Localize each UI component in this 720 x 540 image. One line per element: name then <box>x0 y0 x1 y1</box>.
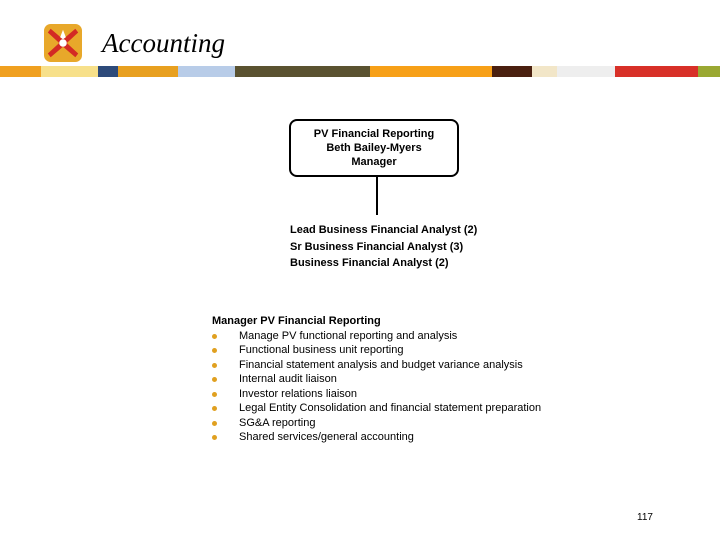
list-item-label: Functional business unit reporting <box>239 344 404 356</box>
list-item <box>212 329 541 344</box>
color-bar-segment <box>370 66 492 77</box>
list-item <box>212 343 541 358</box>
responsibilities-list <box>212 329 541 445</box>
list-item-label: Investor relations liaison <box>239 387 358 400</box>
manager-name: Beth Bailey-Myers <box>326 142 422 154</box>
org-unit-name: PV Financial Reporting <box>313 128 435 140</box>
color-bar-segment <box>178 66 235 77</box>
list-item-label: Manage PV functional reporting and analysis <box>239 329 458 342</box>
staff-item: Business Financial Analyst (2) <box>290 257 449 269</box>
list-item-label: Financial statement analysis and budget variance analysis <box>239 358 523 371</box>
responsibilities-heading: Manager PV Financial Reporting <box>212 315 381 327</box>
color-bar-segment <box>698 66 720 77</box>
org-chart-connector <box>376 177 378 215</box>
color-bar-segment <box>615 66 698 77</box>
color-bar-segment <box>235 66 370 77</box>
bullet-icon <box>212 392 217 397</box>
manager-title: Manager <box>351 156 397 168</box>
list-item-label: Internal audit liaison <box>239 373 337 385</box>
page-number: 117 <box>637 512 653 523</box>
list-item <box>212 358 541 373</box>
page-title: Accounting <box>102 28 225 58</box>
color-bar-segment <box>41 66 98 77</box>
color-bar-segment <box>0 66 41 77</box>
responsibilities-section <box>212 314 541 445</box>
bullet-icon <box>212 334 217 339</box>
bullet-icon <box>212 363 217 368</box>
color-bar-segment <box>532 66 557 77</box>
color-bar-segment <box>557 66 615 77</box>
list-item-label: SG&A reporting <box>239 416 316 429</box>
list-item <box>212 401 541 416</box>
staff-list <box>290 222 477 272</box>
list-item <box>212 387 541 402</box>
company-logo-icon <box>44 24 82 62</box>
staff-item: Sr Business Financial Analyst (3) <box>290 240 464 253</box>
org-chart-manager-box <box>289 119 459 177</box>
header-color-bar <box>0 66 720 77</box>
bullet-icon <box>212 406 217 411</box>
list-item <box>212 372 541 387</box>
bullet-icon <box>212 377 217 382</box>
staff-item: Lead Business Financial Analyst (2) <box>290 224 478 236</box>
list-item-label: Shared services/general accounting <box>239 431 414 443</box>
color-bar-segment <box>492 66 532 77</box>
list-item-label: Legal Entity Consolidation and financial statement preparation <box>239 402 542 414</box>
list-item <box>212 416 541 431</box>
bullet-icon <box>212 421 217 426</box>
color-bar-segment <box>118 66 178 77</box>
bullet-icon <box>212 348 217 353</box>
color-bar-segment <box>98 66 118 77</box>
list-item <box>212 430 541 445</box>
bullet-icon <box>212 435 217 440</box>
